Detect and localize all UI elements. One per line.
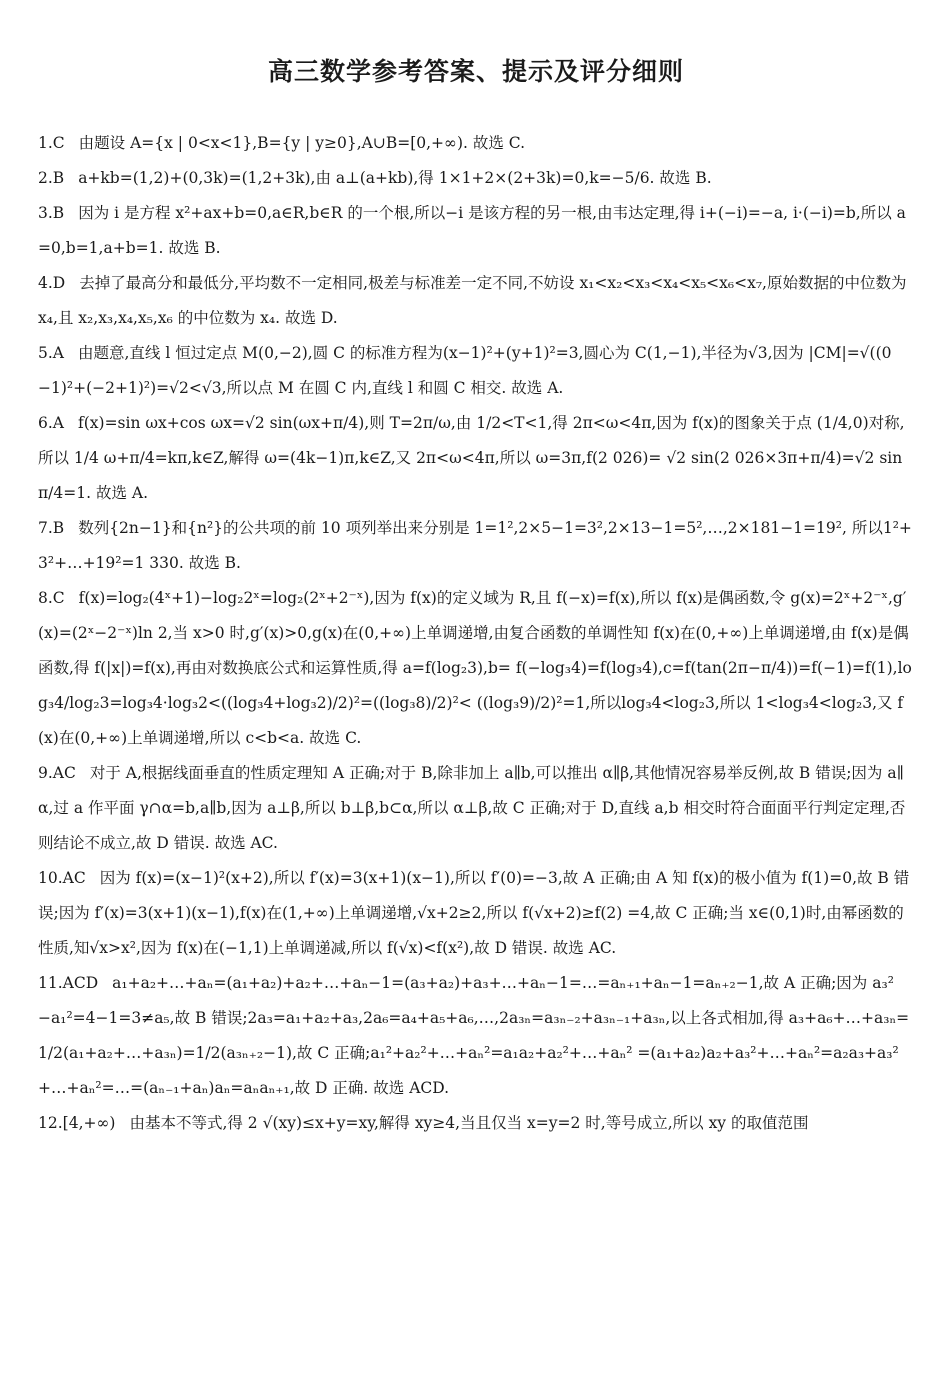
item-number: 10. [38,869,63,887]
item-explanation: 因为 f(x)=(x−1)²(x+2),所以 f′(x)=3(x+1)(x−1),所以 f′(0)=−3,故 A 正确;由 A 知 f(x)的极小值为 f(1)=0,故 B 错误;因为 f′(x)=3(x+1)(x−1),f(x)在(1,+∞)上单调递增,√x+2≥2,所以 f(√x+2)≥f(2) =4,故 C 正确;当 x∈(0,1)时,由幂函数的性质,知√x>x²,因为 f(x)在(−1,1)上单调递减,所以 f(√x)<f(x²),故 D 错误. 故选 AC. [38,869,910,957]
answer-item-2 [38,161,914,196]
answer-item-1 [38,126,914,161]
item-answer: D [52,274,66,292]
item-answer: AC [52,764,76,782]
answer-item-11 [38,966,914,1106]
item-number: 4. [38,274,53,292]
item-explanation: 由基本不等式,得 2 √(xy)≤x+y=xy,解得 xy≥4,当且仅当 x=y=2 时,等号成立,所以 xy 的取值范围 [129,1114,809,1132]
answer-item-6 [38,406,914,511]
answer-item-8 [38,581,914,756]
item-explanation: f(x)=sin ωx+cos ωx=√2 sin(ωx+π/4),则 T=2π/ω,由 1/2<T<1,得 2π<ω<4π,因为 f(x)的图象关于点 (1/4,0)对称,所以 1/4 ω+π/4=kπ,k∈Z,解得 ω=(4k−1)π,k∈Z,又 2π<ω<4π,所以 ω=3π,f(2 026)= √2 sin(2 026×3π+π/4)=√2 sin π/4=1. 故选 A. [38,414,905,502]
item-number: 11. [38,974,63,992]
item-number: 9. [38,764,53,782]
item-explanation: a₁+a₂+…+aₙ=(a₁+a₂)+a₂+…+aₙ−1=(a₃+a₂)+a₃+…+aₙ−1=…=aₙ₊₁+aₙ−1=aₙ₊₂−1,故 A 正确;因为 a₃²−a₁²=4−1=3≠a₅,故 B 错误;2a₃=a₁+a₂+a₃,2a₆=a₄+a₅+a₆,…,2a₃ₙ=a₃ₙ₋₂+a₃ₙ₋₁+a₃ₙ,以上各式相加,得 a₃+a₆+…+a₃ₙ=1/2(a₁+a₂+…+a₃ₙ)=1/2(a₃ₙ₊₂−1),故 C 正确;a₁²+a₂²+…+aₙ²=a₁a₂+a₂²+…+aₙ² =(a₁+a₂)a₂+a₃²+…+aₙ²=a₂a₃+a₃²+…+aₙ²=…=(aₙ₋₁+aₙ)aₙ=aₙaₙ₊₁,故 D 正确. 故选 ACD. [38,974,910,1097]
item-answer: B [52,169,65,187]
item-explanation: 由题设 A={x | 0<x<1},B={y | y≥0},A∪B=[0,+∞). 故选 C. [78,134,526,152]
answer-list [38,126,914,1141]
item-number: 8. [38,589,53,607]
item-answer: AC [62,869,86,887]
item-number: 3. [38,204,53,222]
item-number: 7. [38,519,53,537]
item-number: 1. [38,134,53,152]
item-answer: A [52,344,64,362]
item-explanation: a+kb=(1,2)+(0,3k)=(1,2+3k),由 a⊥(a+kb),得 1×1+2×(2+3k)=0,k=−5/6. 故选 B. [78,169,712,187]
item-explanation: 去掉了最高分和最低分,平均数不一定相同,极差与标准差一定不同,不妨设 x₁<x₂<x₃<x₄<x₅<x₆<x₇,原始数据的中位数为 x₄,且 x₂,x₃,x₄,x₅,x₆ 的中位数为 x₄. 故选 D. [38,274,907,327]
answer-item-10 [38,861,914,966]
item-answer: A [52,414,64,432]
item-answer: [4,+∞) [62,1114,116,1132]
answer-item-3 [38,196,914,266]
item-number: 5. [38,344,53,362]
item-explanation: f(x)=log₂(4ˣ+1)−log₂2ˣ=log₂(2ˣ+2⁻ˣ),因为 f(x)的定义域为 R,且 f(−x)=f(x),所以 f(x)是偶函数,令 g(x)=2ˣ+2⁻ˣ,g′(x)=(2ˣ−2⁻ˣ)ln 2,当 x>0 时,g′(x)>0,g(x)在(0,+∞)上单调递增,由复合函数的单调性知 f(x)在(0,+∞)上单调递增,由 f(x)是偶函数,得 f(|x|)=f(x),再由对数换底公式和运算性质,得 a=f(log₂3),b= f(−log₃4)=f(log₃4),c=f(tan(2π−π/4))=f(−1)=f(1),log₃4/log₂3=log₃4·log₃2<((log₃4+log₃2)/2)²=((log₃8)/2)²< ((log₃9)/2)²=1,所以log₃4<log₂3,所以 1<log₃4<log₂3,又 f(x)在(0,+∞)上单调递增,所以 c<b<a. 故选 C. [38,589,912,747]
item-explanation: 对于 A,根据线面垂直的性质定理知 A 正确;对于 B,除非加上 a∥b,可以推出 α∥β,其他情况容易举反例,故 B 错误;因为 a∥α,过 a 作平面 γ∩α=b,a∥b,因为 a⊥β,所以 b⊥β,b⊂α,所以 α⊥β,故 C 正确;对于 D,直线 a,b 相交时符合面面平行判定定理,否则结论不成立,故 D 错误. 故选 AC. [38,764,906,852]
item-number: 12. [38,1114,63,1132]
item-answer: ACD [62,974,99,992]
item-answer: C [52,134,65,152]
answer-item-7 [38,511,914,581]
item-explanation: 数列{2n−1}和{n²}的公共项的前 10 项列举出来分别是 1=1²,2×5−1=3²,2×13−1=5²,…,2×181−1=19², 所以1²+3²+…+19²=1 330. 故选 B. [38,519,912,572]
item-explanation: 由题意,直线 l 恒过定点 M(0,−2),圆 C 的标准方程为(x−1)²+(y+1)²=3,圆心为 C(1,−1),半径为√3,因为 |CM|=√((0−1)²+(−2+1)²)=√2<√3,所以点 M 在圆 C 内,直线 l 和圆 C 相交. 故选 A. [38,344,892,397]
answer-item-4 [38,266,914,336]
item-answer: B [52,519,65,537]
item-answer: B [52,204,65,222]
item-answer: C [52,589,65,607]
page-title: 高三数学参考答案、提示及评分细则 [267,57,684,86]
item-explanation: 因为 i 是方程 x²+ax+b=0,a∈R,b∈R 的一个根,所以−i 是该方程的另一根,由韦达定理,得 i+(−i)=−a, i·(−i)=b,所以 a=0,b=1,a+b=1. 故选 B. [38,204,906,257]
item-number: 2. [38,169,53,187]
answer-item-12 [38,1106,914,1141]
answer-item-9 [38,756,914,861]
item-number: 6. [38,414,53,432]
answer-item-5 [38,336,914,406]
